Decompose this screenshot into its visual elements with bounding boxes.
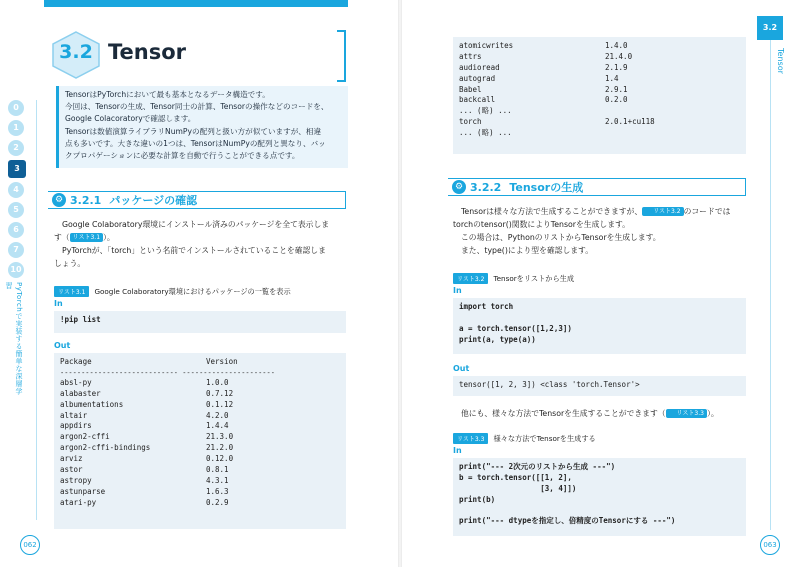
package-list [459,41,740,139]
code-line: print("--- 2次元のリストから生成 ---") [459,462,616,471]
package-name: appdirs [60,421,92,431]
section-bracket [337,30,346,82]
package-name: autograd [459,73,496,83]
code-output-box [54,353,346,529]
body-line: PyTorchが、「torch」という名前でインストールされていることを確認しま [62,246,326,255]
package-version: 1.4.0 [605,41,628,50]
subsection-heading-322 [448,178,746,196]
chapter-1: 1 [8,120,24,136]
chapter-5: 5 [8,202,24,218]
package-name: alabaster [60,388,101,398]
code-input-box [54,311,346,333]
out-label: Out [54,341,71,350]
list-caption-text: Tensorをリストから生成 [493,273,575,283]
page-gutter [398,0,402,567]
list-tag: リスト3.1 [54,286,89,297]
package-row [459,85,740,96]
package-name: argon2-cffi [60,432,110,442]
package-list [60,378,340,509]
body-line: torchのtensor()関数によりTensorを生成します。 [453,220,630,229]
code-line [459,313,740,324]
package-row [60,378,340,389]
package-version: 0.2.9 [206,497,229,507]
package-version: 0.2.0 [605,95,628,105]
chapter-0: 0 [8,100,24,116]
list-caption-text: 様々な方法でTensorを生成する [493,433,596,443]
intro-line: Google Colacoratoryで確認します。 [65,114,196,124]
package-name: altair [60,410,88,420]
body-line [54,231,348,244]
list-tag: リスト3.3 [453,433,488,444]
package-row [459,74,740,85]
package-version: 2.9.1 [605,84,628,94]
in-label: In [54,299,63,308]
package-version: 2.1.9 [605,62,628,72]
body-text-segment: す（ [54,233,70,242]
body-line: しょう。 [54,259,86,268]
code-input-box [453,458,746,536]
package-version: 0.12.0 [206,454,234,464]
intro-line: 今回は、Tensorの生成、Tensor同士の計算、Tensorの操作などのコードを、 [65,102,329,112]
table-header [60,357,340,368]
intro-box [56,86,348,168]
package-version: 0.1.12 [206,399,234,409]
section-number: 3.2 [59,41,93,63]
out-label: Out [453,364,470,373]
package-name: albumentations [60,399,124,409]
list-caption [453,433,596,444]
package-row [60,476,340,487]
package-version: 21.2.0 [206,443,234,453]
intro-line: クプロパゲーションに必要な計算を自動で行うことができる点です。 [65,151,300,161]
section-vertical-title: Tensor [776,48,785,74]
chapter-rule [36,100,37,520]
code-line: print(a, type(a)) [459,334,536,344]
package-name: atari-py [60,497,97,507]
body-text-segment: ）。 [103,233,115,242]
chapter-2: 2 [8,140,24,156]
code-line: import torch [459,302,514,311]
list-tag: リスト3.2 [453,273,488,284]
package-row [459,41,740,52]
in-label: In [453,446,462,455]
section-title: Tensor [108,40,187,64]
package-row [60,421,340,432]
subsection-heading-321 [48,191,346,209]
package-version: 4.3.1 [206,475,229,485]
code-line: a = torch.tensor([1,2,3]) [459,323,572,333]
package-row [459,128,740,139]
package-row [60,411,340,422]
body-text-segment: 他にも、様々な方法でTensorを生成することができます（ [461,409,666,418]
package-row [60,400,340,411]
list-caption [453,273,574,284]
package-name: astunparse [60,486,106,496]
code-line [459,506,740,517]
chapter-6: 6 [8,222,24,238]
package-version: 1.6.3 [206,486,229,496]
package-version: 1.4.4 [206,421,229,431]
package-row [459,117,740,128]
body-text-segment: ）。 [706,409,719,418]
header-version: Version [206,357,238,366]
code-line: print(b) [459,494,496,504]
package-name: atomicwrites [459,41,514,50]
body-line: また、type()により型を確認します。 [461,246,594,255]
package-version: 21.3.0 [206,432,234,442]
body-paragraph [54,218,348,270]
list-reference-link[interactable]: リスト3.1 [70,233,103,242]
package-name: audioread [459,62,500,72]
package-name: astropy [60,475,92,485]
package-row [60,465,340,476]
list-reference-link[interactable]: リスト3.3 [666,409,707,418]
list-caption [54,286,291,297]
package-version: 0.8.1 [206,465,229,475]
page-number-left: 062 [20,535,40,555]
gear-icon: ⚙ [52,193,66,207]
package-version: 1.4 [605,73,619,83]
package-row [459,95,740,106]
list-reference-link[interactable]: リスト3.2 [642,207,683,216]
package-version: 1.0.0 [206,377,229,387]
package-version: 4.2.0 [206,410,229,420]
code-line: print("--- dtypeを指定し、倍精度のTensorにする ---") [459,516,676,526]
in-label: In [453,286,462,295]
body-text-segment: のコードでは [683,207,731,216]
package-name: backcall [459,95,496,105]
intro-line: 点も多いです。大きな違いの1つは、TensorはNumPyの配列と異なり、バッ [65,138,326,148]
body-line [453,205,753,218]
package-name: ... (略) ... [459,106,512,116]
body-text-segment: Tensorは様々な方法で生成することができますが、 [461,207,643,216]
code-line: [3, 4]]) [459,483,577,493]
package-row [459,52,740,63]
code-output-box [453,376,746,396]
code-input-box [453,298,746,354]
package-name: attrs [459,51,482,61]
table-separator: ---------------------------- ---------------------- [60,368,275,377]
package-row [60,432,340,443]
package-row [60,498,340,509]
intro-line: Tensorは数値演算ライブラリNumPyの配列と扱い方が似ていますが、相違 [65,126,322,136]
subsection-number: 3.2.1 [70,193,102,207]
chapter-index [8,100,28,282]
body-paragraph [453,407,753,420]
chapter-vertical-title: PyTorchで実装する簡単な深層学習 [5,282,23,395]
subsection-title: Tensorの生成 [509,181,584,194]
package-row [459,106,740,117]
package-row [459,63,740,74]
package-row [60,443,340,454]
package-name: arviz [60,454,83,464]
code-line: b = torch.tensor([[1, 2], [459,472,572,482]
section-tab: 3.2 [757,16,783,40]
body-paragraph [453,205,753,257]
package-name: astor [60,465,83,475]
package-name: Babel [459,84,482,94]
package-version: 0.7.12 [206,388,234,398]
package-version: 21.4.0 [605,51,633,61]
package-row [60,454,340,465]
intro-line: TensorはPyTorchにおいて最も基本となるデータ構造です。 [65,90,270,99]
page-number-right: 063 [760,535,780,555]
package-name: absl-py [60,377,92,387]
top-accent-bar [44,0,348,7]
body-line: Google Colaboratory環境にインストール済みのパッケージを全て表示しま [62,220,330,229]
subsection-title: パッケージの確認 [109,194,198,207]
body-line [453,407,753,420]
code-line: !pip list [60,315,101,324]
chapter-3-active: 3 [8,160,26,178]
chapter-4: 4 [8,182,24,198]
package-row [60,389,340,400]
package-version: 2.0.1+cu118 [605,117,655,127]
gear-icon: ⚙ [452,180,466,194]
body-line: この場合は、PythonのリストからTensorを生成します。 [461,233,661,242]
list-caption-text: Google Colaboratory環境におけるパッケージの一覧を表示 [94,286,291,296]
right-rule [770,40,771,530]
chapter-7: 7 [8,242,24,258]
chapter-10: 10 [8,262,24,278]
package-row [60,487,340,498]
package-name: ... (略) ... [459,128,512,138]
header-package: Package [60,357,92,366]
code-output-continued [453,37,746,154]
subsection-number: 3.2.2 [470,180,502,194]
package-name: argon2-cffi-bindings [60,443,151,453]
package-name: torch [459,117,482,127]
code-line: tensor([1, 2, 3]) <class 'torch.Tensor'> [459,380,640,389]
